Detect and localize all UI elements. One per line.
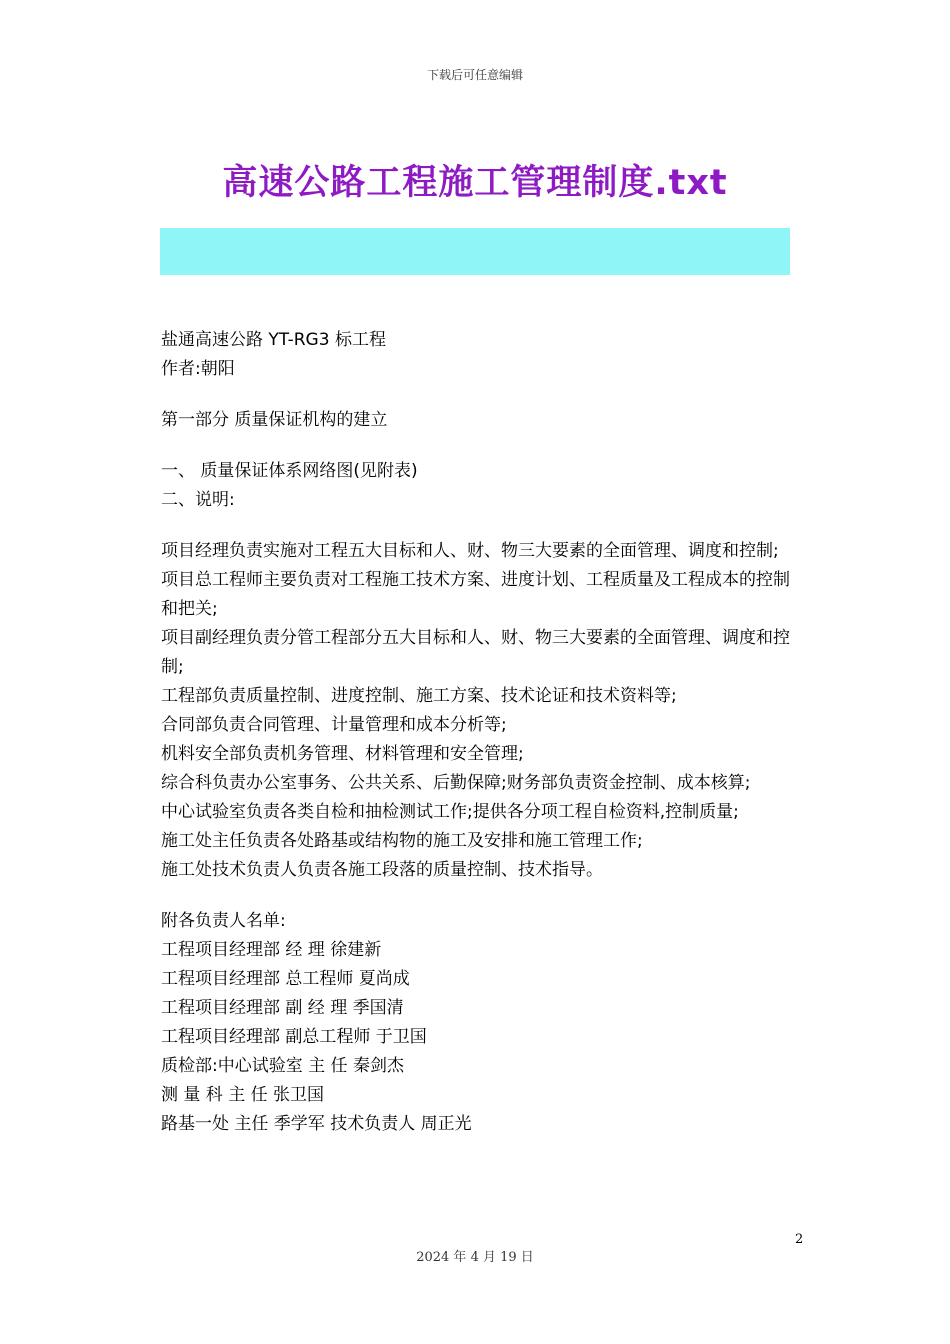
responsibility-item: 中心试验室负责各类自检和抽检测试工作;提供各分项工程自检资料,控制质量;	[161, 802, 739, 822]
author-line: 作者:朝阳	[161, 359, 235, 379]
footer-date: 2024 年 4 月 19 日	[416, 1250, 534, 1265]
responsibility-item: 工程部负责质量控制、进度控制、施工方案、技术论证和技术资料等;	[161, 686, 677, 706]
header-note: 下载后可任意编辑	[426, 68, 523, 82]
responsibility-item: 施工处主任负责各处路基或结构物的施工及安排和施工管理工作;	[161, 831, 643, 851]
responsibility-item: 机料安全部负责机务管理、材料管理和安全管理;	[161, 744, 524, 764]
responsibility-item: 项目总工程师主要负责对工程施工技术方案、进度计划、工程质量及工程成本的控制和把关;	[161, 570, 790, 619]
page-number: 2	[795, 1232, 804, 1247]
outline-item: 一、 质量保证体系网络图(见附表)	[161, 461, 418, 481]
roster-item: 工程项目经理部 副总工程师 于卫国	[161, 1027, 427, 1047]
roster-item: 测 量 科 主 任 张卫国	[161, 1085, 325, 1105]
document-body	[161, 326, 791, 1139]
roster-item: 质检部:中心试验室 主 任 秦剑杰	[161, 1056, 404, 1076]
responsibility-item: 项目副经理负责分管工程部分五大目标和人、财、物三大要素的全面管理、调度和控制;	[161, 628, 790, 677]
roster-heading: 附各负责人名单:	[161, 911, 286, 931]
outline-block	[161, 457, 791, 515]
responsibility-item: 综合科负责办公室事务、公共关系、后勤保障;财务部负责资金控制、成本核算;	[161, 773, 751, 793]
roster-block	[161, 907, 791, 1139]
project-name: 盐通高速公路 YT-RG3 标工程	[161, 330, 386, 350]
outline-item: 二、说明:	[161, 490, 235, 510]
roster-item: 工程项目经理部 总工程师 夏尚成	[161, 969, 410, 989]
roster-item: 路基一处 主任 季学军 技术负责人 周正光	[161, 1114, 472, 1134]
part-heading: 第一部分 质量保证机构的建立	[161, 410, 388, 430]
document-title: 高速公路工程施工管理制度.txt	[222, 163, 728, 203]
roster-item: 工程项目经理部 经 理 徐建新	[161, 940, 382, 960]
responsibilities-list	[161, 537, 791, 885]
highlight-band	[160, 228, 790, 275]
responsibility-item: 合同部负责合同管理、计量管理和成本分析等;	[161, 715, 507, 735]
intro-block	[161, 326, 791, 384]
responsibility-item: 项目经理负责实施对工程五大目标和人、财、物三大要素的全面管理、调度和控制;	[161, 541, 779, 561]
responsibility-item: 施工处技术负责人负责各施工段落的质量控制、技术指导。	[161, 860, 603, 880]
roster-item: 工程项目经理部 副 经 理 季国清	[161, 998, 404, 1018]
